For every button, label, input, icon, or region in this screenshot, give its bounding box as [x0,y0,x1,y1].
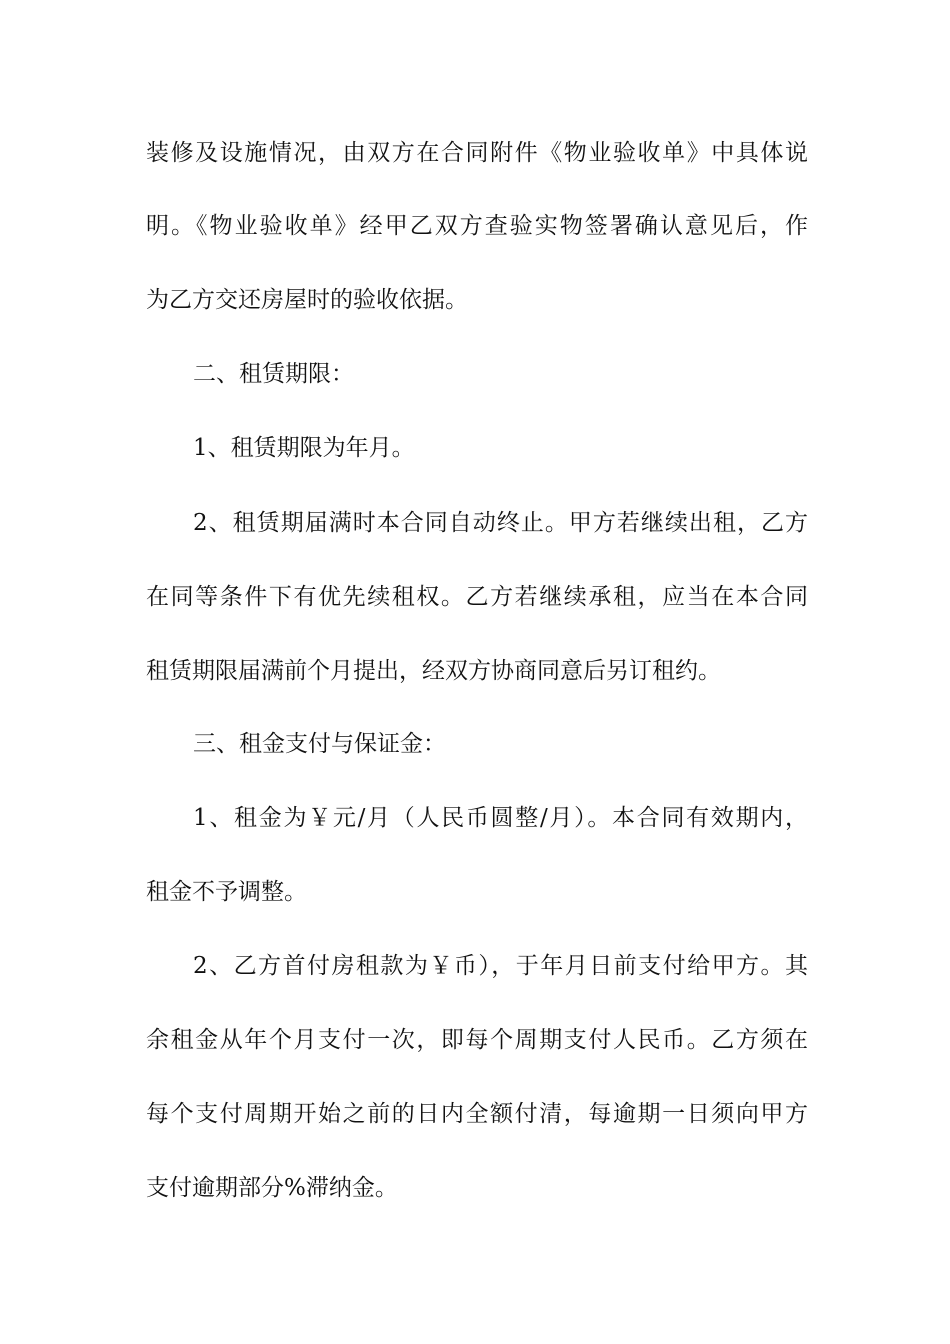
paragraph-line: 明。《物业验收单》经甲乙双方查验实物签署确认意见后，作 [146,213,808,239]
clause-line: 每个支付周期开始之前的日内全额付清，每逾期一日须向甲方 [146,1101,808,1127]
clause-line: 2、租赁期届满时本合同自动终止。甲方若继续出租，乙方 [193,510,808,536]
clause-line: 1、租金为￥元/月（人民币圆整/月）。本合同有效期内， [193,805,808,831]
clause-line: 租金不予调整。 [146,879,307,905]
paragraph-line: 装修及设施情况，由双方在合同附件《物业验收单》中具体说 [146,140,808,166]
clause-line: 2、乙方首付房租款为￥币），于年月日前支付给甲方。其 [193,953,808,979]
clause-line: 余租金从年个月支付一次，即每个周期支付人民币。乙方须在 [146,1027,808,1053]
clause-line: 在同等条件下有优先续租权。乙方若继续承租，应当在本合同 [146,584,808,610]
clause-line: 租赁期限届满前个月提出，经双方协商同意后另订租约。 [146,658,721,684]
clause-line: 1、租赁期限为年月。 [193,435,415,461]
section-heading: 三、租金支付与保证金： [193,731,446,757]
clause-line: 支付逾期部分%滞纳金。 [146,1175,398,1201]
paragraph-line: 为乙方交还房屋时的验收依据。 [146,287,468,313]
section-heading: 二、租赁期限： [193,361,354,387]
